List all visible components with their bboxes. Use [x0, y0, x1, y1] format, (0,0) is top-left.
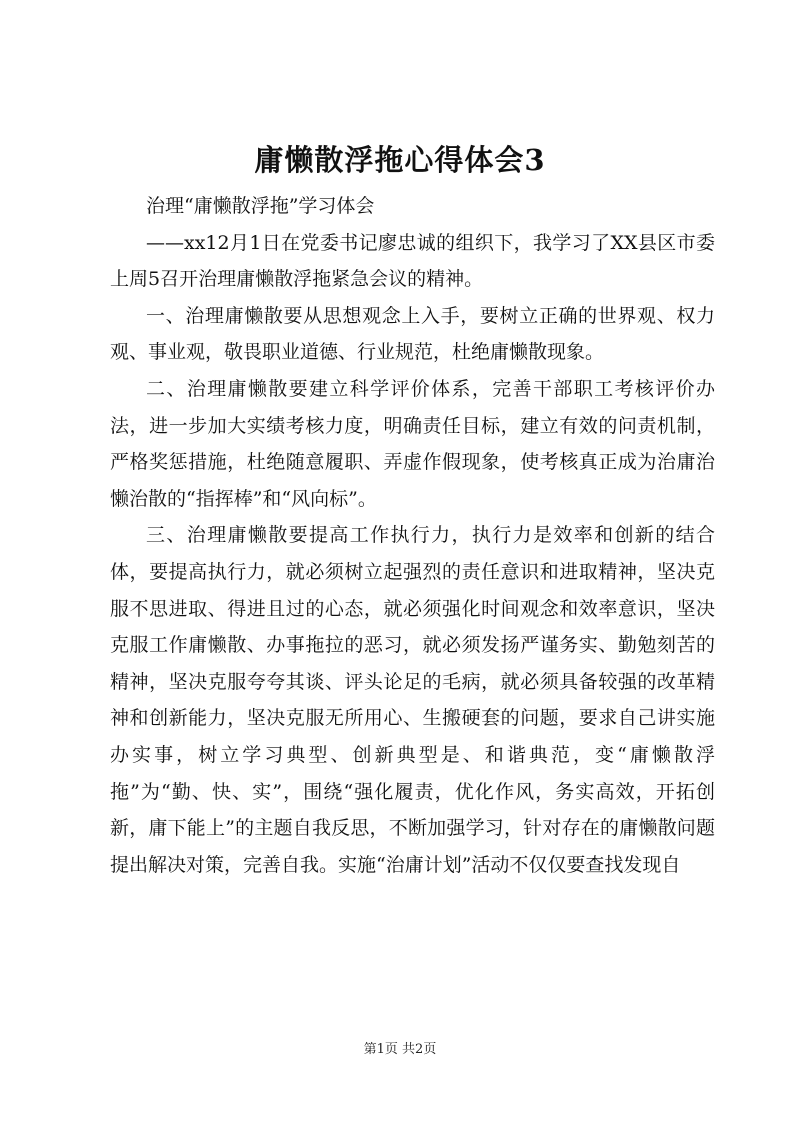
paragraph-intro: ——xx12月1日在党委书记廖忠诚的组织下，我学习了XX县区市委上周5召开治理庸懒散浮拖紧急会议的精神。: [110, 231, 715, 291]
paragraph-point-one: 一、治理庸懒散要从思想观念上入手，要树立正确的世界观、权力观、事业观，敬畏职业道德、行业规范，杜绝庸懒散现象。: [110, 304, 715, 364]
paragraph-subtitle: 治理“庸懒散浮拖”学习体会: [146, 195, 375, 217]
document-title: 庸懒散浮拖心得体会3: [254, 143, 546, 177]
document-body: [110, 188, 715, 883]
page-number-footer: 第1页 共2页: [363, 1042, 437, 1057]
paragraph-point-three: 三、治理庸懒散要提高工作执行力，执行力是效率和创新的结合体，要提高执行力，就必须树立起强烈的责任意识和进取精神，坚决克服不思进取、得进且过的心态，就必须强化时间观念和效率意识，坚决克服工作庸懒散、办事拖拉的恶习，就必须发扬严谨务实、勤勉刻苦的精神，坚决克服夸夸其谈、评头论足的毛病，就必须具备较强的改革精神和创新能力，坚决克服无所用心、生搬硬套的问题，要求自己讲实施办实事，树立学习典型、创新典型是、和谐典范，变“庸懒散浮拖”为“勤、快、实”，围绕“强化履责，优化作风，务实高效，开拓创新，庸下能上”的主题自我反思，不断加强学习，针对存在的庸懒散问题提出解决对策，完善自我。实施“治庸计划”活动不仅仅要查找发现自: [110, 524, 715, 876]
paragraph-point-two: 二、治理庸懒散要建立科学评价体系，完善干部职工考核评价办法，进一步加大实绩考核力度，明确责任目标，建立有效的问责机制，严格奖惩措施，杜绝随意履职、弄虚作假现象，使考核真正成为治庸治懒治散的“指挥棒”和“风向标”。: [110, 377, 715, 510]
